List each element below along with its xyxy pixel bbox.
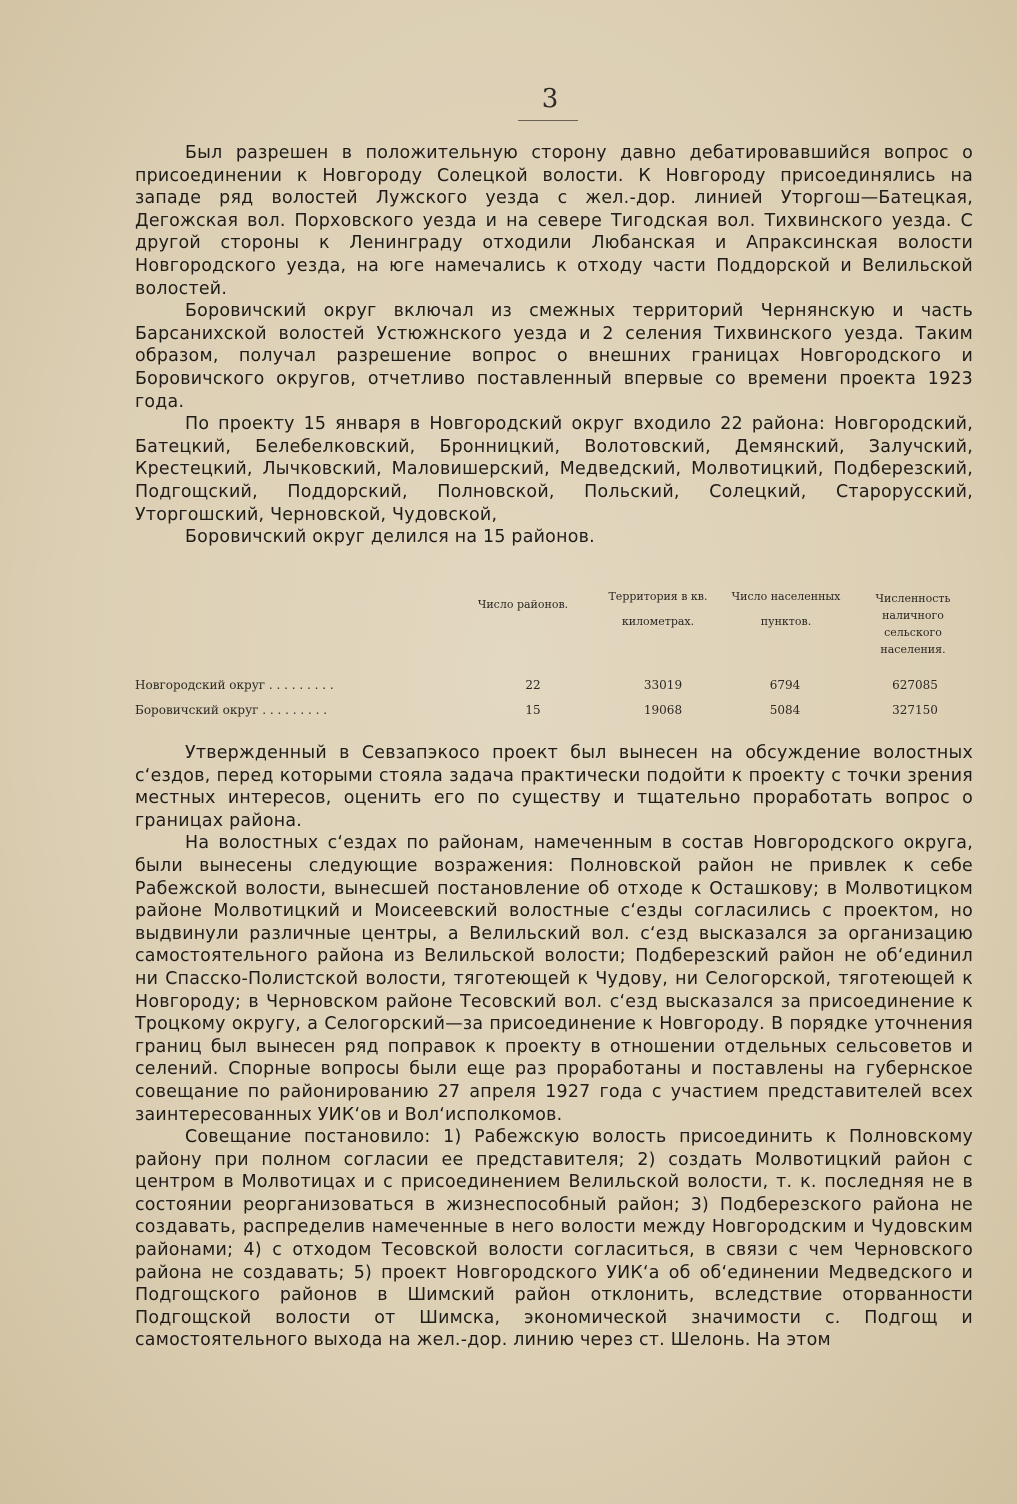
paragraph: Был разрешен в положительную сторону давно дебатировавшийся вопрос о присоединении к Новгороду Солецкой волости. К Новгороду присоединялись на западе ряд волостей Лужского уезда с жел.-дор. линией Уторгош—Батецкая, Дегожская вол. Порховского уезда и на севере Тигодская вол. Тихвинского уезда. С другой стороны к Ленинграду отходили Любанская и Апраксинская волости Новгородского уезда, на юге намечались к отходу части Поддорской и Велильской волостей. (135, 143, 973, 299)
table-cell: 19068 (643, 703, 683, 717)
text-block-top (135, 142, 973, 549)
paragraph: Утвержденный в Севзапэкосо проект был вынесен на обсуждение волостных с‘ездов, перед которыми стояла задача практически подойти к проекту с точки зрения местных интересов, оценить его по существу и тщательно проработать вопрос о границах района. (135, 743, 973, 831)
column-header: Число районов. (477, 598, 569, 611)
table-cell: 6794 (769, 678, 801, 692)
table-cell: 327150 (892, 703, 938, 717)
table-cell: 33019 (643, 678, 683, 692)
table-row (135, 703, 973, 728)
paragraph: Совещание постановило: 1) Рабежскую волость присоединить к Полновскому району при полном согласии ее представителя; 2) создать Молвотицкий район с центром в Молвотицах и с присоединением Велильской волости, т. к. последняя не в состоянии реорганизоваться в жизнеспособный район; 3) Подберезского района не создавать, распределив намеченные в него волости между Новгородским и Чудовским районами; 4) с отходом Тесовской волости согласиться, в связи с чем Черновского района не создавать; 5) проект Новгородского УИК‘а об об‘единении Медведского и Подгощского районов в Шимский район отклонить, вследствие оторванности Подгощской волости от Шимска, экономической значимости с. Подгощ и самостоятельного выхода на жел.-дор. линию через ст. Шелонь. На этом (135, 1127, 973, 1351)
row-label: Боровичский округ . . . . . . . . . (135, 703, 328, 717)
paragraph: Боровичский округ включал из смежных территорий Чернянскую и часть Барсанихской волостей Устюжнского уезда и 2 селения Тихвинского уезда. Таким образом, получал разрешение вопрос о внешних границах Новгородского и Боровичского округов, отчетливо поставленный впервые со времени проекта 1923 года. (135, 301, 973, 412)
table-cell: 5084 (769, 703, 801, 717)
paragraph: По проекту 15 января в Новгородский округ входило 22 района: Новгородский, Батецкий, Белебелковский, Бронницкий, Волотовский, Демянский, Залучский, Крестецкий, Лычковский, Маловишерский, Медведский, Молвотицкий, Подберезский, Подгощский, Поддорский, Полновской, Польский, Солецкий, Старорусский, Уторгошский, Черновской, Чудовской, (135, 414, 973, 525)
text-block-bottom (135, 742, 973, 1352)
table-header (135, 590, 973, 678)
statistics-table (135, 590, 973, 728)
paragraph: На волостных с‘ездах по районам, намеченным в состав Новгородского округа, были вынесены следующие возражения: Полновской район не привлек к себе Рабежской волости, вынесшей постановление об отходе к Осташкову; в Молвотицком районе Молвотицкий и Моисеевский волостные с‘езды согласились с проектом, но выдвинули различные центры, а Велильский вол. с‘езд высказался за организацию самостоятельного района из Велильской волости; Подберезский район не об‘единил ни Спасско-Полистской волости, тяготеющей к Чудову, ни Селогорской, тяготеющей к Новгороду; в Черновском районе Тесовский вол. с‘езд высказался за присоединение к Троцкому округу, а Селогорский—за присоединение к Новгороду. В порядке уточнения границ был вынесен ряд поправок к проекту в отношении отдельных сельсоветов и селений. Спорные вопросы были еще раз проработаны и поставлены на губернское совещание по районированию 27 апреля 1927 года с участием представителей всех заинтересованных УИК‘ов и Вол‘исполкомов. (135, 833, 973, 1125)
table-cell: 627085 (892, 678, 938, 692)
page-number-rule (518, 120, 578, 121)
table-cell: 15 (525, 703, 541, 717)
page-number: 3 (541, 84, 559, 114)
column-header: Число населенных пунктов. (731, 590, 841, 628)
table-row (135, 678, 973, 703)
paragraph: Боровичский округ делился на 15 районов. (185, 527, 595, 548)
row-label: Новгородский округ . . . . . . . . . (135, 678, 334, 692)
column-header: Территория в кв. километрах. (608, 590, 708, 628)
column-header: Численность наличного сельского населения. (875, 592, 951, 656)
table-cell: 22 (525, 678, 541, 692)
